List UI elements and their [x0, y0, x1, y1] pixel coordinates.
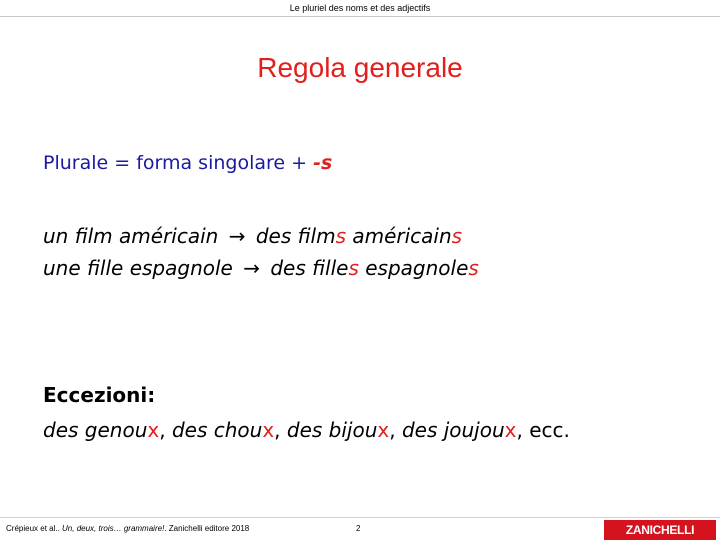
footer-divider	[0, 517, 720, 518]
rule-prefix: Plurale = forma singolare +	[43, 152, 314, 174]
example-1-plural-part: des film	[255, 224, 336, 248]
exception-trailing: ecc.	[529, 418, 570, 442]
example-2-plural-ending: s	[468, 256, 479, 280]
exceptions-list	[43, 418, 570, 442]
example-1	[43, 224, 462, 248]
example-2-plural-part: espagnole	[358, 256, 469, 280]
exception-separator: ,	[516, 418, 530, 442]
example-1-plural-ending: s	[451, 224, 463, 248]
exception-word: des genou	[43, 418, 148, 442]
exception-word: des bijou	[286, 418, 378, 442]
citation-book-title: Un, deux, trois… grammaire!	[62, 524, 165, 533]
slide-title: Regola generale	[257, 52, 463, 83]
arrow-right-icon: →	[243, 256, 260, 280]
exception-separator: ,	[159, 418, 172, 442]
header-title: Le pluriel des noms et des adjectifs	[289, 3, 431, 13]
citation-publisher: . Zanichelli editore 2018	[164, 524, 250, 533]
header-divider	[0, 16, 720, 17]
exceptions-title: Eccezioni:	[43, 383, 156, 407]
arrow-right-icon: →	[228, 224, 246, 248]
page-number: 2	[356, 524, 361, 533]
example-2-plural-part: des fille	[270, 256, 349, 280]
exception-ending: x	[504, 418, 517, 442]
example-1-plural-ending: s	[335, 224, 346, 248]
exception-ending: x	[262, 418, 275, 442]
example-2	[43, 256, 479, 280]
exception-separator: ,	[274, 418, 287, 442]
publisher-logo: ZANICHELLI	[604, 520, 716, 540]
exception-ending: x	[377, 418, 390, 442]
example-2-singular: une fille espagnole	[43, 256, 233, 280]
rule-suffix: -s	[313, 152, 333, 174]
rule-line	[43, 152, 332, 174]
exception-ending: x	[147, 418, 160, 442]
example-1-plural-part: américain	[346, 224, 452, 248]
exception-word: des chou	[171, 418, 263, 442]
example-2-plural-ending: s	[348, 256, 359, 280]
exception-separator: ,	[389, 418, 402, 442]
exception-word: des joujou	[401, 418, 505, 442]
footer-citation	[6, 524, 249, 533]
citation-authors: Crépieux et al..	[6, 524, 63, 533]
example-1-singular: un film américain	[43, 224, 219, 248]
